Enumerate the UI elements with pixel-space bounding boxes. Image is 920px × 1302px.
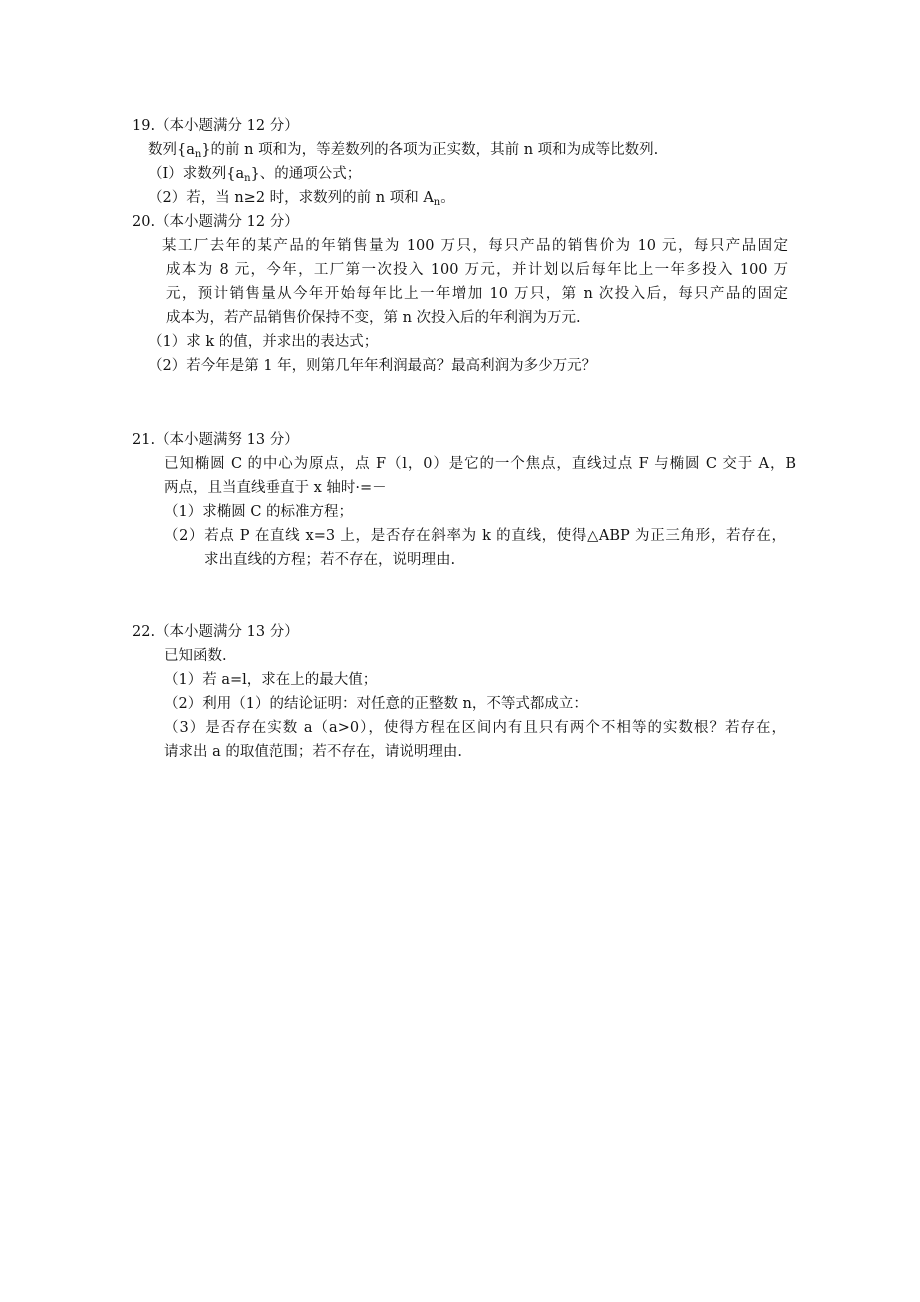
problem-22-number: 22. [132, 624, 156, 640]
problem-21-number: 21. [132, 432, 156, 448]
question-subscript: n [244, 173, 251, 184]
problem-19-stem [148, 140, 658, 160]
problem-20-header: （本小题满分 12 分） [155, 214, 299, 230]
problem-22-question-2: （2）利用（1）的结论证明：对任意的正整数 n，不等式都成立： [164, 696, 588, 712]
problem-21-stem-line-2: 两点，且当直线垂直于 x 轴时·=－ [164, 480, 387, 496]
question-text: }、的通项公式； [250, 166, 362, 182]
problem-20-stem-line-1: 某工厂去年的某产品的年销售量为 100 万只，每只产品的销售价为 10 元，每只产品固定 [162, 238, 788, 254]
problem-21-question-2-line-2: 求出直线的方程；若不存在，说明理由. [204, 552, 456, 568]
problem-19-heading [132, 116, 299, 136]
problem-21-heading [132, 430, 299, 450]
problem-20-question-2: （2）若今年是第 1 年，则第几年年利润最高？最高利润为多少万元？ [148, 358, 597, 374]
problem-21-question-2-line-1: （2）若点 P 在直线 x=3 上，是否存在斜率为 k 的直线，使得△ABP 为正三角形，若存在， [164, 528, 786, 544]
problem-20-stem-line-4: 成本为，若产品销售价保持不变，第 n 次投入后的年利润为万元. [166, 310, 581, 326]
problem-20-number: 20. [132, 214, 156, 230]
question-subscript: n [433, 197, 441, 208]
problem-21-question-1: （1）求椭圆 C 的标准方程； [164, 504, 354, 520]
problem-20-heading [132, 212, 299, 232]
stem-text: }的前 n 项和为，等差数列的各项为正实数，其前 n 项和为成等比数列. [201, 142, 659, 158]
problem-22-heading [132, 622, 299, 642]
problem-22-question-3-line-1: （3）是否存在实数 a（a>0），使得方程在区间内有且只有两个不相等的实数根？若存在， [164, 720, 786, 736]
problem-19-question-2 [148, 188, 455, 208]
question-text: （2）若，当 n≥2 时，求数列的前 n 项和 A [148, 190, 434, 206]
problem-20-stem-line-2: 成本为 8 元，今年，工厂第一次投入 100 万元，并计划以后每年比上一年多投入 100 万 [166, 262, 788, 278]
stem-subscript: n [194, 149, 202, 160]
problem-22-stem: 已知函数. [164, 648, 227, 664]
problem-19-number: 19. [132, 118, 156, 134]
problem-22-question-3-line-2: 请求出 a 的取值范围；若不存在，请说明理由. [164, 744, 462, 760]
problem-21-stem-line-1: 已知椭圆 C 的中心为原点，点 F（l，0）是它的一个焦点，直线过点 F 与椭圆 C 交于 A，B [164, 456, 796, 472]
problem-21-header: （本小题满努 13 分） [155, 432, 299, 448]
problem-19-header: （本小题满分 12 分） [155, 118, 299, 134]
stem-text: 数列{a [148, 142, 195, 158]
problem-19-question-1 [148, 164, 361, 184]
question-text: （Ⅰ）求数列{a [148, 166, 245, 182]
problem-22-question-1: （1）若 a=l，求在上的最大值； [164, 672, 378, 688]
question-text: 。 [440, 190, 455, 206]
problem-20-question-1: （1）求 k 的值，并求出的表达式； [148, 334, 379, 350]
problem-20-stem-line-3: 元，预计销售量从今年开始每年比上一年增加 10 万只，第 n 次投入后，每只产品的固定 [166, 286, 788, 302]
problem-22-header: （本小题满分 13 分） [155, 624, 299, 640]
